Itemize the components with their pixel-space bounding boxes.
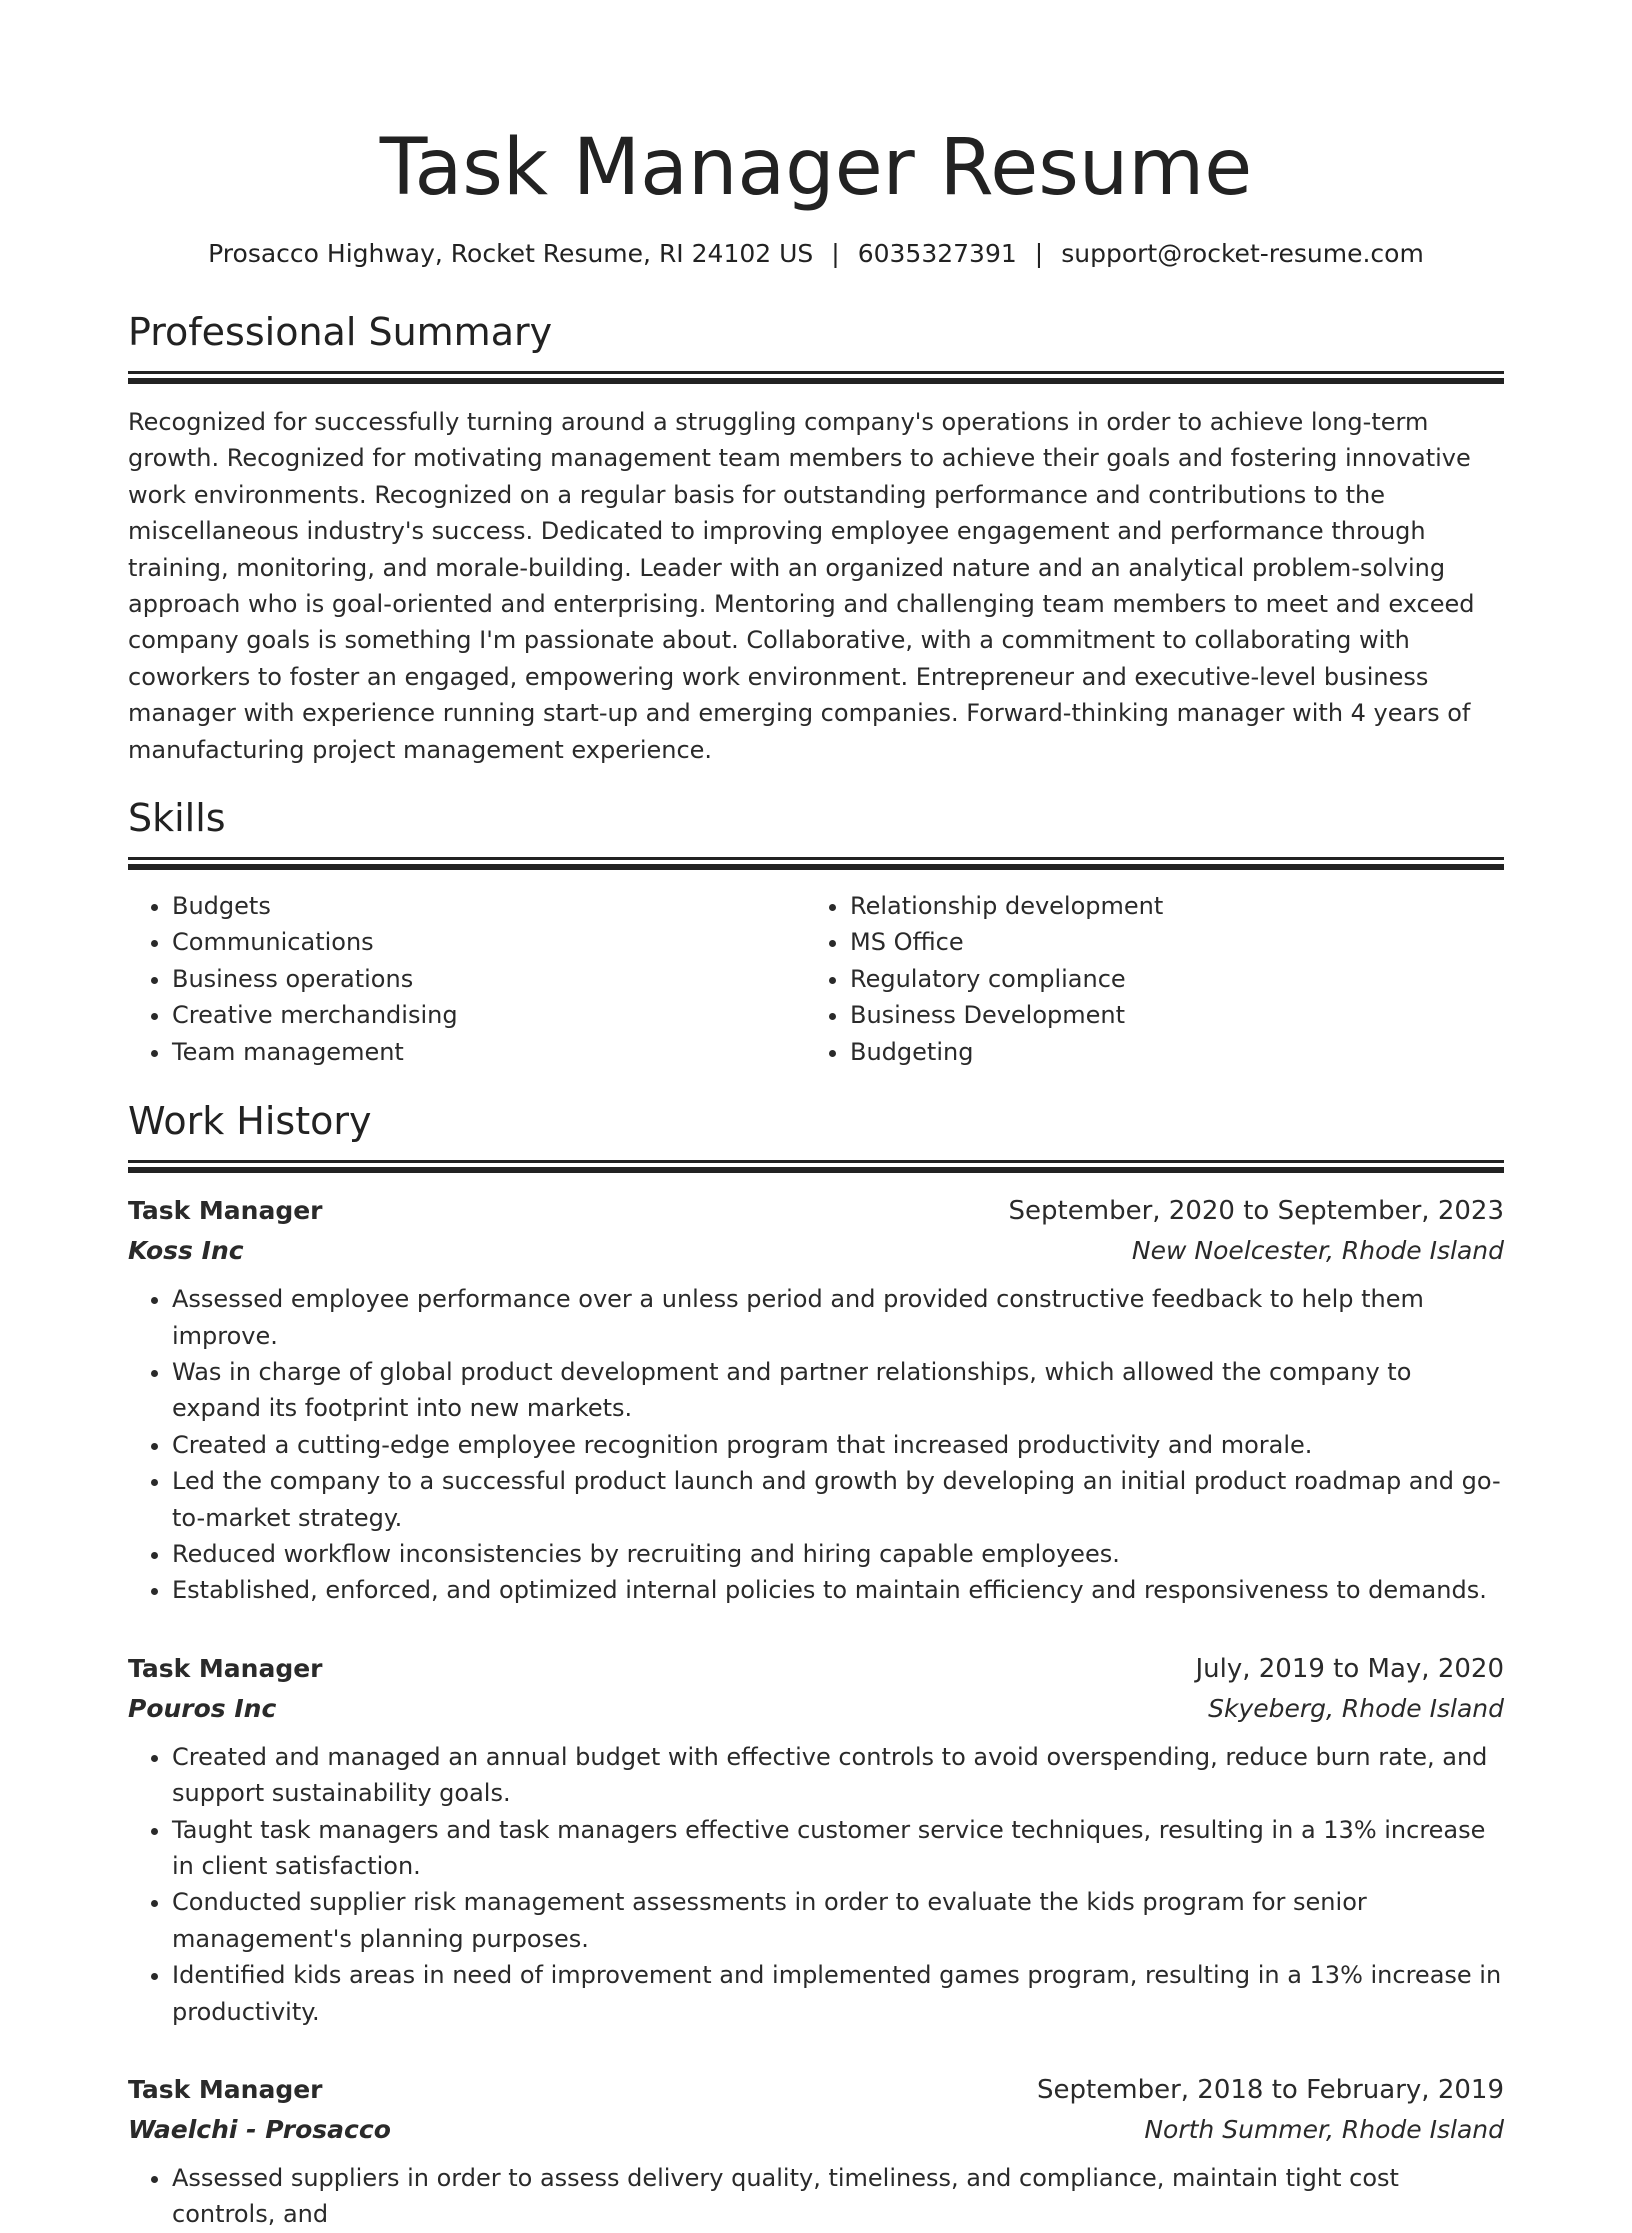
- job-bullet: • Identified kids areas in need of improvement and implemented games program, resulting in a 13% increase in productivity.: [172, 1957, 1504, 2030]
- skill-item: • Regulatory compliance: [850, 961, 1484, 997]
- skill-item: • Team management: [172, 1034, 806, 1070]
- job-bullet: • Assessed employee performance over a unless period and provided constructive feedback to help them improve.: [172, 1281, 1504, 1354]
- job-bullet: • Established, enforced, and optimized internal policies to maintain efficiency and responsiveness to demands.: [172, 1572, 1504, 1608]
- job-bullet: • Was in charge of global product development and partner relationships, which allowed the company to expand its footprint into new markets.: [172, 1354, 1504, 1427]
- job-entry: [128, 1191, 1504, 1609]
- contact-separator: |: [1034, 239, 1044, 268]
- job-bullet: • Assessed suppliers in order to assess delivery quality, timeliness, and compliance, maintain tight cost controls, and: [172, 2160, 1504, 2233]
- job-bullets: [128, 1281, 1504, 1609]
- job-title: Task Manager: [128, 2075, 323, 2104]
- skill-item: • Budgets: [172, 888, 806, 924]
- skills-list-right: [806, 888, 1484, 1070]
- skill-item: • Communications: [172, 924, 806, 960]
- job-header-row: [128, 1649, 1504, 1689]
- section-divider: [128, 371, 1504, 374]
- work-history-section: [128, 1096, 1504, 2233]
- job-header-row: [128, 2070, 1504, 2110]
- job-company-row: [128, 1689, 1504, 1729]
- skill-item: • Creative merchandising: [172, 997, 806, 1033]
- section-title-summary: Professional Summary: [128, 310, 553, 354]
- skill-item: • Budgeting: [850, 1034, 1484, 1070]
- skill-item: • Business operations: [172, 961, 806, 997]
- professional-summary-section: [128, 307, 1504, 768]
- job-header-row: [128, 1191, 1504, 1231]
- job-location: New Noelcester, Rhode Island: [1131, 1236, 1504, 1266]
- job-title: Task Manager: [128, 1196, 323, 1226]
- summary-text: Recognized for successfully turning around a struggling company's operations in order to achieve long-term growth. Recognized for motivating management team members to achieve their goals and fostering innovative work environments. Recognized on a regular basis for outstanding performance and contributions to the miscellaneous industry's success. Dedicated to improving employee engagement and performance through training, monitoring, and morale-building. Leader with an organized nature and an analytical problem-solving approach who is goal-oriented and enterprising. Mentoring and challenging team members to meet and exceed company goals is something I'm passionate about. Collaborative, with a commitment to collaborating with coworkers to foster an engaged, empowering work environment. Entrepreneur and executive-level business manager with experience running start-up and emerging companies. Forward-thinking manager with 4 years of manufacturing project management experience.: [128, 408, 1475, 764]
- job-bullets: [128, 1739, 1504, 2030]
- contact-email: support@rocket-resume.com: [1061, 239, 1424, 268]
- skill-item: • MS Office: [850, 924, 1484, 960]
- job-company: Koss Inc: [128, 1236, 244, 1266]
- job-bullet: • Conducted supplier risk management assessments in order to evaluate the kids program for senior management's planning purposes.: [172, 1884, 1504, 1957]
- job-location: Skyeberg, Rhode Island: [1208, 1693, 1504, 1723]
- job-company: Pouros Inc: [128, 1693, 277, 1723]
- resume-title: Task Manager Resume: [379, 123, 1253, 213]
- job-company-row: [128, 1231, 1504, 1271]
- resume-page: [128, 0, 1504, 2233]
- job-dates: July, 2019 to May, 2020: [1195, 1653, 1504, 1684]
- skills-list-left: [128, 888, 806, 1070]
- skill-item: • Business Development: [850, 997, 1484, 1033]
- job-dates: September, 2020 to September, 2023: [1008, 1196, 1504, 1227]
- job-dates: September, 2018 to February, 2019: [1037, 2075, 1504, 2105]
- job-company-row: [128, 2110, 1504, 2150]
- job-bullet: • Reduced workflow inconsistencies by recruiting and hiring capable employees.: [172, 1536, 1504, 1572]
- job-bullet: • Taught task managers and task managers effective customer service techniques, resulting in a 13% increase in client satisfaction.: [172, 1812, 1504, 1885]
- skills-columns: [128, 888, 1504, 1070]
- job-company: Waelchi - Prosacco: [128, 2115, 391, 2144]
- job-location: North Summer, Rhode Island: [1144, 2115, 1504, 2144]
- job-bullets: [128, 2160, 1504, 2233]
- contact-separator: |: [831, 239, 840, 268]
- section-title-work-history: Work History: [128, 1099, 372, 1144]
- job-bullet: • Created a cutting-edge employee recognition program that increased productivity and morale.: [172, 1427, 1504, 1463]
- section-divider: [128, 857, 1504, 860]
- contact-line: [128, 237, 1504, 271]
- contact-address: Prosacco Highway, Rocket Resume, RI 24102 US: [208, 239, 814, 268]
- job-title: Task Manager: [128, 1653, 323, 1683]
- job-bullet: • Created and managed an annual budget with effective controls to avoid overspending, reduce burn rate, and support sustainability goals.: [172, 1739, 1504, 1812]
- skill-item: • Relationship development: [850, 888, 1484, 924]
- section-title-skills: Skills: [128, 796, 226, 841]
- contact-phone: 6035327391: [857, 239, 1017, 268]
- skills-section: [128, 793, 1504, 1070]
- section-divider: [128, 1160, 1504, 1163]
- job-entry: [128, 2070, 1504, 2233]
- job-bullet: • Led the company to a successful product launch and growth by developing an initial product roadmap and go-to-market strategy.: [172, 1463, 1504, 1536]
- job-entry: [128, 1649, 1504, 2030]
